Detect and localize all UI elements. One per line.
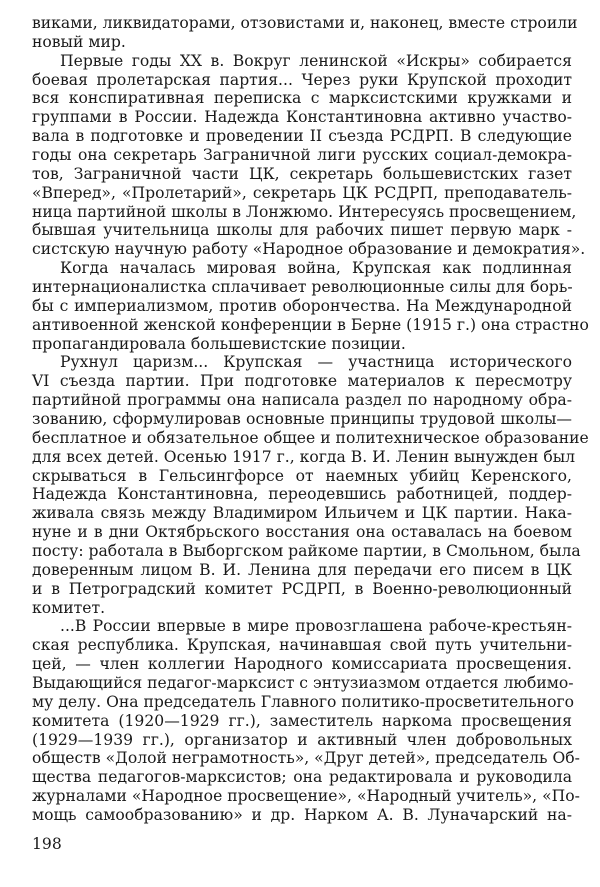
paragraph-start-line: ...В России впервые в мире провозглашена рабоче-крестьян- [60,617,572,635]
text-line: му делу. Она председатель Главного политико-просветительного [32,693,575,711]
text-line: VI съезда партии. При подготовке материалов к пересмотру [32,372,572,390]
text-line: зованию, сформулировав основные принципы трудовой школы— [32,410,572,428]
text-line: Выдающийся педагог-марксист с энтузиазмом отдается любимо- [32,674,574,692]
text-line: Надежда Константиновна, переодевшись работницей, поддер- [32,485,572,503]
text-line: нуне и в дни Октябрьского восстания она оставалась на боевом [32,523,572,541]
paragraph-start-line: Первые годы XX в. Вокруг ленинской «Искры» собирается [60,52,572,70]
text-line: группами в России. Надежда Константиновна активно участво- [32,108,572,126]
text-line: посту: работала в Выборгском райкоме партии, в Смольном, была [32,542,581,560]
text-line: живала связь между Владимиром Ильичем и ЦК партии. Нака- [32,504,572,522]
text-line: бесплатное и обязательное общее и политехническое образование [32,429,589,447]
text-line: обществ «Долой неграмотность», «Друг детей», председатель Об- [32,749,580,767]
text-line: вала в подготовке и проведении II съезда РСДРП. В следующие [32,127,572,145]
text-line: новый мир. [32,33,126,51]
text-line: годы она секретарь Заграничной лиги русских социал-демокра- [32,146,572,164]
text-line: ская республика. Крупская, начинавшая свой путь учительни- [32,636,572,654]
text-line: бы с империализмом, против оборончества. На Международной [32,297,572,315]
text-line: «Вперед», «Пролетарий», секретарь ЦК РСДРП, преподаватель- [32,184,572,202]
paragraph-start-line: Когда началась мировая война, Крупская как подлинная [60,259,572,277]
text-line: бывшая учительница школы для рабочих пишет первую марк - [32,221,572,239]
text-line: виками, ликвидаторами, отзовистами и, наконец, вместе строили [32,14,578,32]
text-line: и в Петроградский комитет РСДРП, в Военно-революционный [32,580,572,598]
text-line: мощь самообразованию» и др. Нарком А. В. Луначарский на- [32,806,572,824]
text-line: систскую научную работу «Народное образование и демократия». [32,240,586,258]
text-line: журналами «Народное просвещение», «Народный учитель», «По- [32,787,580,805]
text-line: вся конспиративная переписка с марксистскими кружками и [32,89,572,107]
page-number: 198 [32,835,62,853]
text-line: комитета (1920—1929 гг.), заместитель наркома просвещения [32,712,572,730]
text-line: интернационалистка сплачивает революционные силы для борь- [32,278,573,296]
text-line: скрываться в Гельсингфорсе от наемных убийц Керенского, [32,467,572,485]
paragraph-start-line: Рухнул царизм... Крупская — участница исторического [60,353,572,371]
text-line: ница партийной школы в Лонжюмо. Интересуясь просвещением, [32,203,577,221]
text-line: щества педагогов-марксистов; она редактировала и руководила [32,768,572,786]
text-line: антивоенной женской конференции в Берне (1915 г.) она страстно [32,316,589,334]
text-line: (1929—1939 гг.), организатор и активный член добровольных [32,731,572,749]
text-line: цей, — член коллегии Народного комиссариата просвещения. [32,655,572,673]
text-line: комитет. [32,599,106,617]
text-line: партийной программы она написала раздел по народному обра- [32,391,572,409]
text-line: пропагандировала большевистские позиции. [32,335,406,353]
text-line: тов, Заграничной части ЦК, секретарь большевистских газет [32,165,572,183]
text-line: доверенным лицом В. И. Ленина для передачи его писем в ЦК [32,561,572,579]
text-line: боевая пролетарская партия... Через руки Крупской проходит [32,71,572,89]
text-line: для всех детей. Осенью 1917 г., когда В. И. Ленин вынужден был [32,448,576,466]
